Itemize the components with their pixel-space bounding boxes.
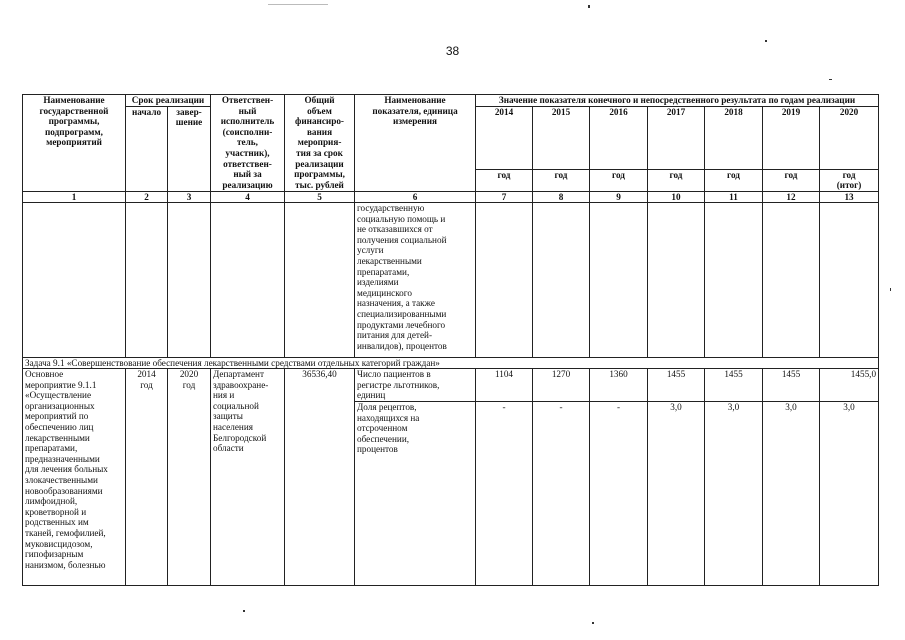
activity-name: Основное мероприятие 9.1.1 «Осуществление организационных мероприятий по обеспечению лиц лекарственными препаратами, предназначенными для лечения больных злокачественными новообразованиями лимфоидной, кроветворной и родственных им тканей, гемофилией, муковисцидозом, гипофизарным нанизмом, болезнью (23, 369, 126, 586)
header-year: 2015 (533, 106, 590, 169)
indicator-value: 1455 (705, 369, 763, 402)
indicator-name: Доля рецептов, находящихся на отсроченном обеспечении, процентов (355, 402, 476, 586)
header-year-label: год (476, 169, 533, 191)
indicator-value: 1455,0 (820, 369, 879, 402)
header-year-label-total: год (итог) (820, 169, 879, 191)
task-title: Задача 9.1 «Совершенствование обеспечения лекарственными средствами отдельных категорий граждан» (23, 358, 879, 369)
indicator-value: 1270 (533, 369, 590, 402)
header-year-label: год (648, 169, 705, 191)
header-values-by-year: Значение показателя конечного и непосредственного результата по годам реализации (476, 95, 879, 107)
column-number: 8 (533, 192, 590, 203)
activity-executor: Департамент здравоохране- ния и социальной защиты населения Белгородской области (211, 369, 285, 586)
indicator-value: 1360 (590, 369, 648, 402)
column-number: 4 (211, 192, 285, 203)
header-indicator: Наименование показателя, единица измерения (355, 95, 476, 192)
column-number: 13 (820, 192, 879, 203)
program-table (22, 94, 879, 586)
continuation-indicator-text: государственную социальную помощь и не отказавшихся от получения социальной услуги лекарственными препаратами, изделиями медицинского назначения, а также специализированными продуктами лечебного питания для детей- инвалидов), процентов (355, 203, 476, 358)
header-start: начало (126, 106, 168, 191)
scan-speck (243, 610, 245, 612)
indicator-value: 1104 (476, 369, 533, 402)
activity-end: 2020 год (168, 369, 211, 586)
indicator-value: 1455 (648, 369, 705, 402)
indicator-value: 3,0 (705, 402, 763, 586)
header-year-label: год (763, 169, 820, 191)
scan-speck (765, 40, 767, 42)
column-number: 6 (355, 192, 476, 203)
scan-speck (268, 4, 328, 5)
header-year: 2017 (648, 106, 705, 169)
column-number: 5 (285, 192, 355, 203)
header-program-name: Наименование государственной программы, подпрограмм, мероприятий (23, 95, 126, 192)
indicator-value: - (476, 402, 533, 586)
header-year-label: год (590, 169, 648, 191)
header-period: Срок реализации (126, 95, 211, 107)
column-number: 7 (476, 192, 533, 203)
scan-speck (588, 5, 590, 8)
column-number: 3 (168, 192, 211, 203)
header-executor: Ответствен- ный исполнитель (соисполни- тель, участник), ответствен- ный за реализацию (211, 95, 285, 192)
indicator-value: - (590, 402, 648, 586)
header-financing: Общий объем финансиро- вания мероприя- тия за срок реализации программы, тыс. рублей (285, 95, 355, 192)
header-year-label: год (533, 169, 590, 191)
continuation-row (23, 203, 879, 358)
indicator-value: 3,0 (820, 402, 879, 586)
column-number: 1 (23, 192, 126, 203)
indicator-value: 3,0 (648, 402, 705, 586)
activity-row (23, 369, 879, 402)
indicator-value: 3,0 (763, 402, 820, 586)
scan-speck (829, 79, 832, 80)
header-year: 2019 (763, 106, 820, 169)
indicator-name: Число пациентов в регистре льготников, единиц (355, 369, 476, 402)
header-year: 2018 (705, 106, 763, 169)
column-number: 11 (705, 192, 763, 203)
column-number: 2 (126, 192, 168, 203)
column-number-row (23, 192, 879, 203)
indicator-value: - (533, 402, 590, 586)
column-number: 12 (763, 192, 820, 203)
column-number: 9 (590, 192, 648, 203)
header-year: 2016 (590, 106, 648, 169)
header-end: завер- шение (168, 106, 211, 191)
column-number: 10 (648, 192, 705, 203)
header-year: 2020 (820, 106, 879, 169)
header-year: 2014 (476, 106, 533, 169)
activity-start: 2014 год (126, 369, 168, 586)
header-year-label: год (705, 169, 763, 191)
page-number: 38 (445, 44, 460, 58)
task-row (23, 358, 879, 369)
scan-speck (890, 288, 891, 291)
activity-financing: 36536,40 (285, 369, 355, 586)
scan-speck (592, 622, 594, 624)
indicator-value: 1455 (763, 369, 820, 402)
